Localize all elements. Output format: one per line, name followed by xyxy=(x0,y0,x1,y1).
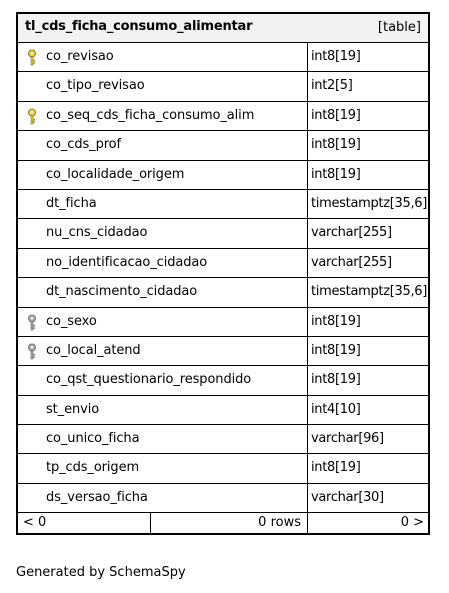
column-row xyxy=(18,190,428,219)
column-type: varchar[96] xyxy=(311,431,384,447)
column-name-cell xyxy=(18,337,308,365)
column-row xyxy=(18,102,428,131)
column-name-cell xyxy=(18,43,308,71)
column-type-cell xyxy=(308,249,428,277)
column-name[interactable]: tp_cds_origem xyxy=(46,460,140,476)
column-row xyxy=(18,72,428,101)
column-name[interactable]: nu_cns_cidadao xyxy=(46,225,148,241)
column-row xyxy=(18,249,428,278)
column-name-cell xyxy=(18,366,308,394)
column-name-cell xyxy=(18,425,308,453)
column-type-cell xyxy=(308,308,428,336)
column-type-cell xyxy=(308,337,428,365)
column-row xyxy=(18,161,428,190)
column-name[interactable]: co_unico_ficha xyxy=(46,431,140,447)
column-name[interactable]: st_envio xyxy=(46,401,100,417)
column-name-cell xyxy=(18,454,308,482)
column-row xyxy=(18,337,428,366)
column-name[interactable]: co_revisao xyxy=(46,49,114,64)
column-row xyxy=(18,219,428,248)
column-type-cell xyxy=(308,396,428,424)
primary-key-icon xyxy=(26,108,38,125)
column-name-cell xyxy=(18,131,308,159)
column-name[interactable]: co_tipo_revisao xyxy=(46,78,145,94)
column-type-cell xyxy=(308,425,428,453)
column-row xyxy=(18,43,428,72)
column-type-cell xyxy=(308,102,428,130)
generated-by-label: Generated by SchemaSpy xyxy=(16,565,186,580)
column-row xyxy=(18,366,428,395)
column-type: varchar[255] xyxy=(311,254,392,270)
column-row xyxy=(18,454,428,483)
column-type-cell xyxy=(308,454,428,482)
foreign-key-icon xyxy=(26,314,38,331)
column-name-cell xyxy=(18,308,308,336)
column-name[interactable]: dt_ficha xyxy=(46,195,97,211)
row-count-cell xyxy=(151,513,308,533)
row-count: 0 rows xyxy=(258,515,301,530)
column-type-cell xyxy=(308,190,428,218)
column-type-cell xyxy=(308,161,428,189)
column-type-cell xyxy=(308,219,428,247)
column-type: int8[19] xyxy=(311,107,361,123)
primary-key-icon xyxy=(26,49,38,66)
column-row xyxy=(18,308,428,337)
column-name-cell xyxy=(18,190,308,218)
children-count: 0 > xyxy=(400,515,424,530)
column-name[interactable]: co_sexo xyxy=(46,313,97,329)
column-row xyxy=(18,131,428,160)
column-type: timestamptz[35,6] xyxy=(311,284,428,300)
column-name-cell xyxy=(18,72,308,100)
table-name[interactable]: tl_cds_ficha_consumo_alimentar xyxy=(25,19,253,34)
column-type: int8[19] xyxy=(311,460,361,476)
column-name-cell xyxy=(18,249,308,277)
column-type: int8[19] xyxy=(311,342,361,358)
column-name-cell xyxy=(18,278,308,306)
table-header xyxy=(18,14,428,43)
column-row xyxy=(18,396,428,425)
column-name[interactable]: co_cds_prof xyxy=(46,137,122,153)
foreign-key-icon xyxy=(26,343,38,360)
column-row xyxy=(18,484,428,513)
column-row xyxy=(18,425,428,454)
table-box xyxy=(16,12,430,535)
column-name-cell xyxy=(18,161,308,189)
column-name-cell xyxy=(18,102,308,130)
column-name-cell xyxy=(18,219,308,247)
parents-count: < 0 xyxy=(23,515,47,530)
column-type-cell xyxy=(308,484,428,512)
column-type: varchar[255] xyxy=(311,225,392,241)
column-type: int8[19] xyxy=(311,166,361,182)
column-type: timestamptz[35,6] xyxy=(311,195,428,211)
column-name[interactable]: no_identificacao_cidadao xyxy=(46,254,208,270)
column-row xyxy=(18,278,428,307)
columns-list xyxy=(18,43,428,513)
table-footer xyxy=(18,513,428,533)
column-type: int8[19] xyxy=(311,313,361,329)
column-type: int2[5] xyxy=(311,78,353,94)
column-name[interactable]: co_localidade_origem xyxy=(46,166,185,182)
children-count-cell xyxy=(308,513,428,533)
column-type-cell xyxy=(308,131,428,159)
column-name[interactable]: dt_nascimento_cidadao xyxy=(46,284,198,300)
column-type-cell xyxy=(308,43,428,71)
column-name[interactable]: ds_versao_ficha xyxy=(46,489,148,505)
column-name-cell xyxy=(18,484,308,512)
column-type-cell xyxy=(308,278,428,306)
column-type: int4[10] xyxy=(311,401,361,417)
column-name[interactable]: co_seq_cds_ficha_consumo_alim xyxy=(46,107,255,123)
column-type: varchar[30] xyxy=(311,489,384,505)
column-name[interactable]: co_qst_questionario_respondido xyxy=(46,372,252,388)
column-type: int8[19] xyxy=(311,49,361,64)
parents-count-cell xyxy=(18,513,151,533)
column-type-cell xyxy=(308,72,428,100)
column-name[interactable]: co_local_atend xyxy=(46,342,141,358)
column-type: int8[19] xyxy=(311,137,361,153)
column-name-cell xyxy=(18,396,308,424)
table-kind-label: [table] xyxy=(377,20,421,35)
column-type-cell xyxy=(308,366,428,394)
column-type: int8[19] xyxy=(311,372,361,388)
